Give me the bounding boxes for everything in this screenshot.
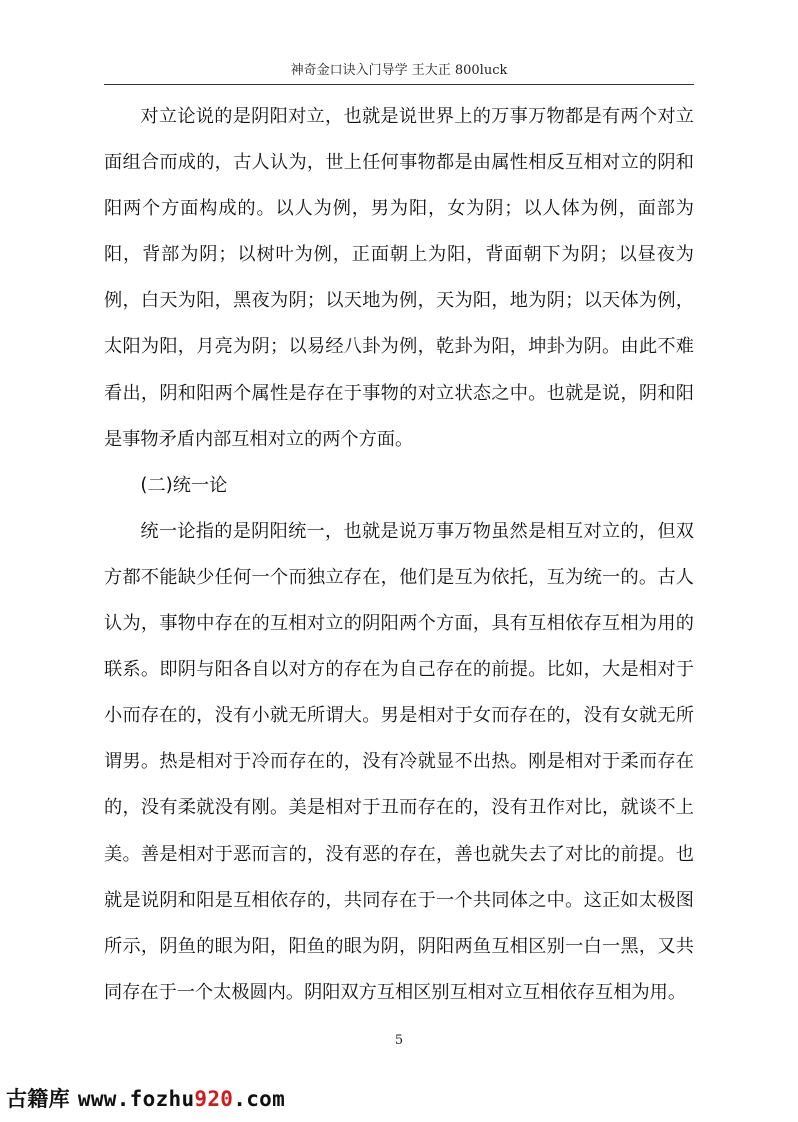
watermark-url-suffix: .com	[233, 1087, 286, 1111]
paragraph-opposition: 对立论说的是阴阳对立，也就是说世界上的万事万物都是有两个对立面组合而成的，古人认为，世上任何事物都是由属性相反互相对立的阴和阳两个方面构成的。以人为例，男为阳，女为阴；以人体为例，面部为阳，背部为阴；以树叶为例，正面朝上为阳，背面朝下为阴；以昼夜为例，白天为阳，黑夜为阴；以天地为例，天为阳，地为阴；以天体为例，太阳为阳，月亮为阴；以易经八卦为例，乾卦为阳，坤卦为阴。由此不难看出，阴和阳两个属性是存在于事物的对立状态之中。也就是说，阴和阳是事物矛盾内部互相对立的两个方面。	[104, 106, 694, 450]
site-watermark	[6, 1083, 285, 1113]
page-number: 5	[394, 1033, 404, 1048]
watermark-site-name: 古籍库	[6, 1087, 70, 1111]
watermark-url-prefix: www.fozhu	[77, 1087, 195, 1111]
watermark-url-number: 920	[194, 1087, 234, 1111]
paragraph-unity: 统一论指的是阴阳统一，也就是说万事万物虽然是相互对立的，但双方都不能缺少任何一个而独立存在，他们是互为依托，互为统一的。古人认为，事物中存在的互相对立的阴阳两个方面，具有互相依存互相为用的联系。即阴与阳各自以对方的存在为自己存在的前提。比如，大是相对于小而存在的，没有小就无所谓大。男是相对于女而存在的，没有女就无所谓男。热是相对于冷而存在的，没有冷就显不出热。刚是相对于柔而存在的，没有柔就没有刚。美是相对于丑而存在的，没有丑作对比，就谈不上美。善是相对于恶而言的，没有恶的存在，善也就失去了对比的前提。也就是说阴和阳是互相依存的，共同存在于一个共同体之中。这正如太极图所示，阴鱼的眼为阳，阳鱼的眼为阴，阴阳两鱼互相区别一白一黑，又共同存在于一个太极圆内。阴阳双方互相区别互相对立互相依存互相为用。	[104, 520, 694, 1003]
header-rule	[104, 84, 694, 85]
page-body	[104, 94, 694, 1016]
page-header: 神奇金口诀入门导学 王大正 800luck	[290, 63, 508, 78]
section-heading-unity: (二)统一论	[140, 474, 228, 496]
